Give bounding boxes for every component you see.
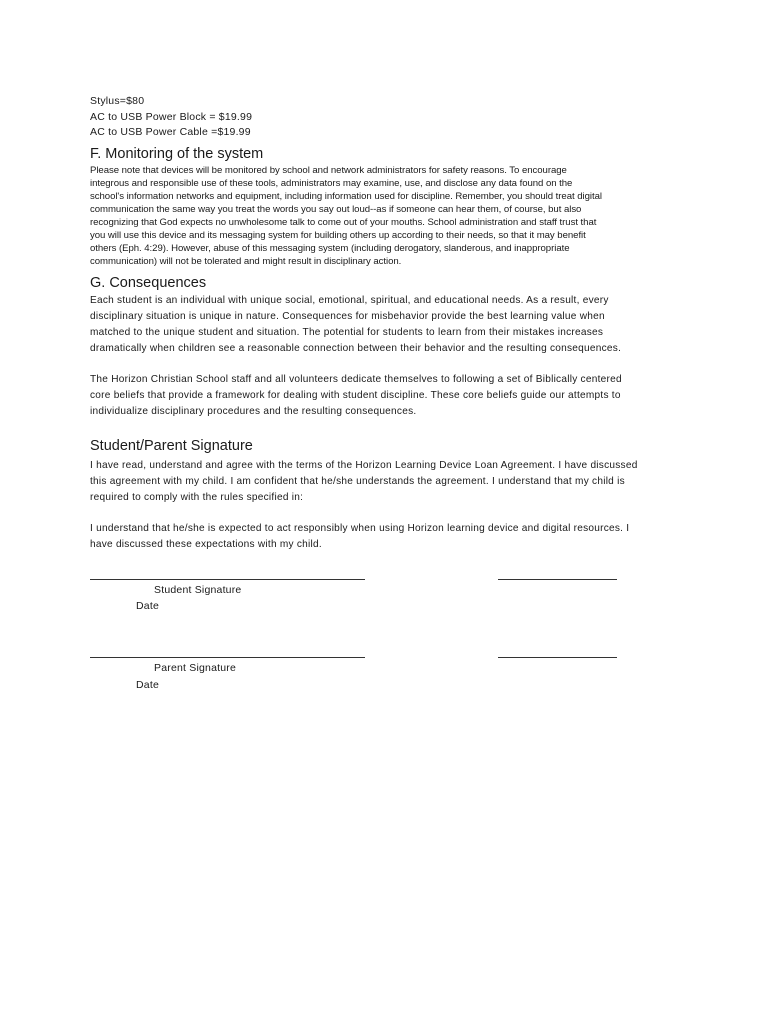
section-heading-monitoring: F. Monitoring of the system <box>90 146 264 162</box>
paragraph-line: individualize disciplinary procedures and the resulting consequences. <box>90 406 417 417</box>
paragraph-line: communication) will not be tolerated and might result in disciplinary action. <box>90 256 402 267</box>
parent-date-line[interactable] <box>498 657 617 658</box>
student-signature-line[interactable] <box>90 579 365 580</box>
consequences-paragraph-2 <box>90 372 690 420</box>
parent-signature-label: Parent Signature <box>154 662 237 674</box>
paragraph-line: matched to the unique student and situation. The potential for students to learn from their mistakes increases <box>90 327 604 338</box>
paragraph-line: recognizing that God expects no unwholesome talk to come out of your mouths. School administration and staff trust that <box>90 217 597 228</box>
section-heading-consequences: G. Consequences <box>90 275 207 291</box>
paragraph-line: school's information networks and equipment, including information used for discipline. Remember, you should treat digital <box>90 191 602 202</box>
paragraph-line: core beliefs that provide a framework for dealing with student discipline. These core beliefs guide our attempts to <box>90 390 621 401</box>
section-heading-signature: Student/Parent Signature <box>90 438 253 454</box>
student-signature-label: Student Signature <box>154 584 242 596</box>
paragraph-line: communication the same way you treat the words you say out loud--as if someone can hear them, of course, but also <box>90 204 582 215</box>
price-line-power-cable: AC to USB Power Cable =$19.99 <box>90 126 251 138</box>
paragraph-line: have discussed these expectations with my child. <box>90 539 322 550</box>
student-date-label: Date <box>136 600 159 612</box>
paragraph-line: Please note that devices will be monitored by school and network administrators for safety reasons. To encourage <box>90 165 567 176</box>
paragraph-line: Each student is an individual with unique social, emotional, spiritual, and educational needs. As a result, every <box>90 295 609 306</box>
consequences-paragraph-1 <box>90 293 690 357</box>
parent-signature-line[interactable] <box>90 657 365 658</box>
paragraph-line: The Horizon Christian School staff and all volunteers dedicate themselves to following a set of Biblically centered <box>90 374 622 385</box>
paragraph-line: others (Eph. 4:29). However, abuse of this messaging system (including derogatory, slanderous, and inappropriate <box>90 243 570 254</box>
student-date-line[interactable] <box>498 579 617 580</box>
paragraph-line: dramatically when children see a reasonable connection between their behavior and the resulting consequences. <box>90 343 622 354</box>
signature-paragraph-1 <box>90 458 690 506</box>
monitoring-paragraph <box>90 164 682 268</box>
paragraph-line: I understand that he/she is expected to act responsibly when using Horizon learning device and digital resources. I <box>90 523 630 534</box>
paragraph-line: this agreement with my child. I am confident that he/she understands the agreement. I understand that my child is <box>90 476 625 487</box>
price-line-power-block: AC to USB Power Block = $19.99 <box>90 111 253 123</box>
paragraph-line: I have read, understand and agree with the terms of the Horizon Learning Device Loan Agreement. I have discussed <box>90 460 638 471</box>
paragraph-line: required to comply with the rules specified in: <box>90 492 304 503</box>
signature-paragraph-2 <box>90 521 690 553</box>
price-line-stylus: Stylus=$80 <box>90 95 145 107</box>
parent-date-label: Date <box>136 679 159 691</box>
paragraph-line: disciplinary situation is unique in nature. Consequences for misbehavior provide the best learning value when <box>90 311 605 322</box>
paragraph-line: you will use this device and its messaging system for building others up according to their needs, so that it may benefit <box>90 230 586 241</box>
paragraph-line: integrous and responsible use of these tools, administrators may examine, use, and disclose any data found on the <box>90 178 573 189</box>
